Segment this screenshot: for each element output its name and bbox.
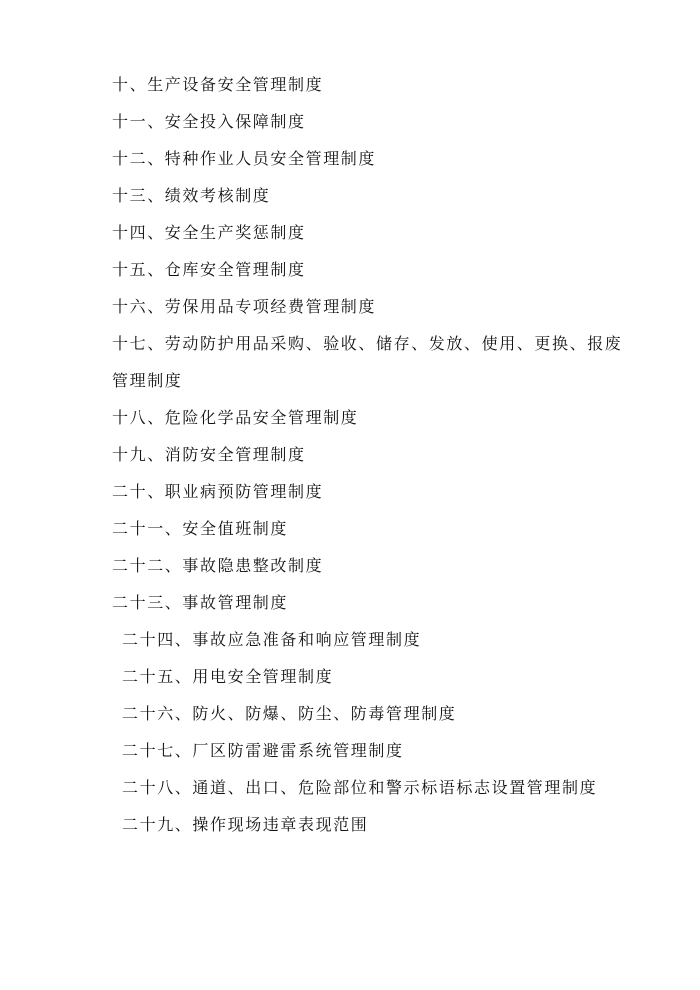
list-item: 十五、仓库安全管理制度 [112, 260, 306, 279]
list-item: 二十五、用电安全管理制度 [122, 667, 334, 686]
list-item: 十九、消防安全管理制度 [112, 445, 306, 464]
list-item: 十二、特种作业人员安全管理制度 [112, 149, 377, 168]
list-item-continuation: 管理制度 [112, 371, 183, 390]
list-item: 十八、危险化学品安全管理制度 [112, 408, 359, 427]
list-item: 二十六、防火、防爆、防尘、防毒管理制度 [122, 704, 457, 723]
list-item: 二十四、事故应急准备和响应管理制度 [122, 630, 422, 649]
list-item: 二十一、安全值班制度 [112, 519, 289, 538]
list-item: 十四、安全生产奖惩制度 [112, 223, 306, 242]
list-item: 二十七、厂区防雷避雷系统管理制度 [122, 741, 404, 760]
regulation-list [112, 72, 642, 849]
list-item: 十三、绩效考核制度 [112, 186, 271, 205]
list-item: 二十二、事故隐患整改制度 [112, 556, 324, 575]
list-item: 十、生产设备安全管理制度 [112, 75, 324, 94]
list-item: 十七、劳动防护用品采购、验收、储存、发放、使用、更换、报废 [112, 334, 623, 353]
list-item: 二十八、通道、出口、危险部位和警示标语标志设置管理制度 [122, 778, 598, 797]
list-item: 二十九、操作现场违章表现范围 [122, 815, 369, 834]
list-item: 十六、劳保用品专项经费管理制度 [112, 297, 377, 316]
list-item: 十一、安全投入保障制度 [112, 112, 306, 131]
list-item: 二十、职业病预防管理制度 [112, 482, 324, 501]
list-item: 二十三、事故管理制度 [112, 593, 289, 612]
